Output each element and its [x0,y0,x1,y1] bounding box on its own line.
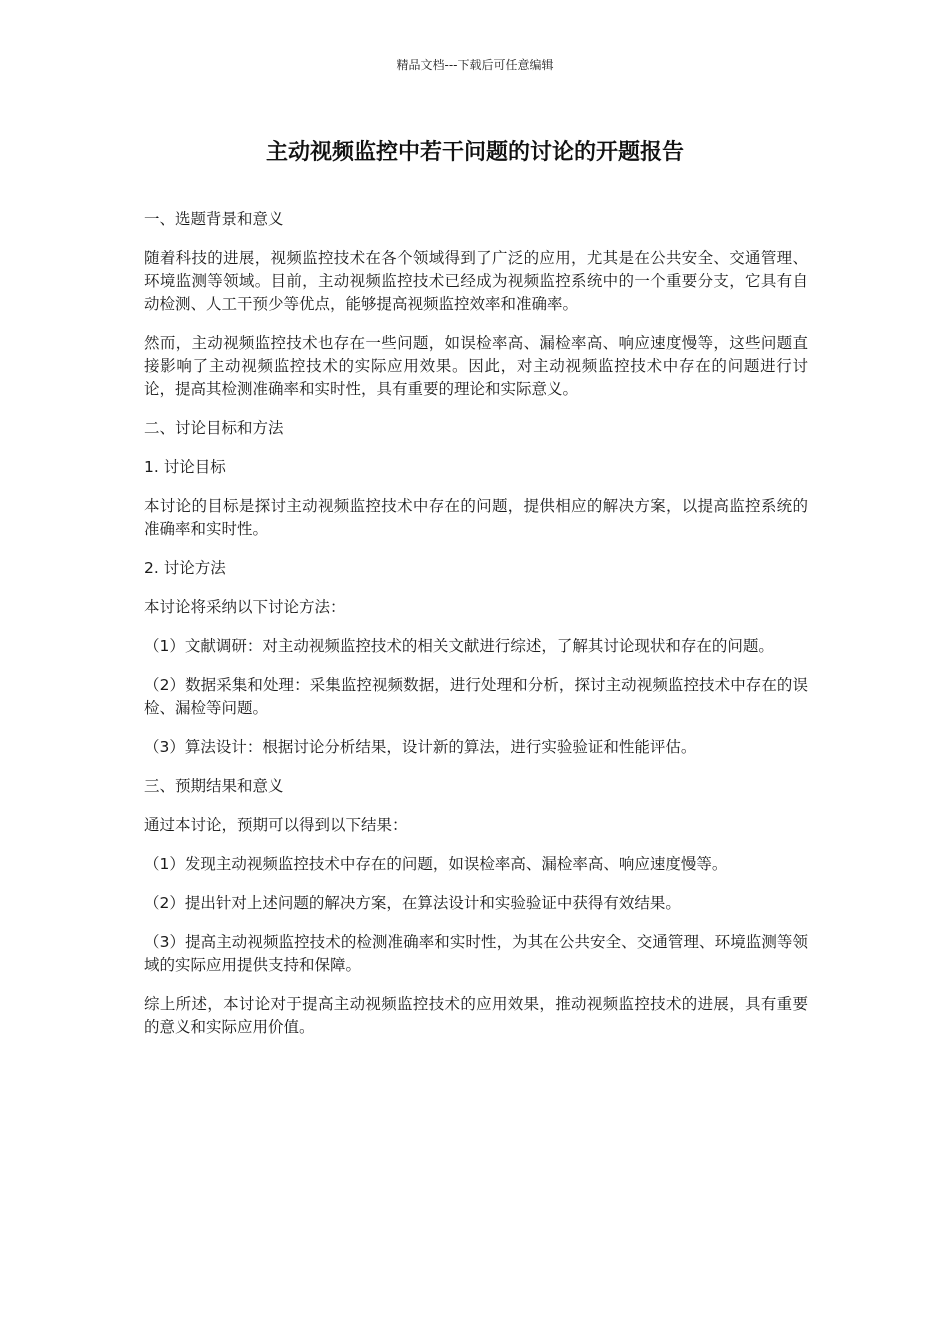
subheading-goals: 1. 讨论目标 [144,458,226,476]
document-body [144,208,808,1055]
list-item-method-3: （3）算法设计：根据讨论分析结果，设计新的算法，进行实验验证和性能评估。 [144,738,697,756]
paragraph-goals: 本讨论的目标是探讨主动视频监控技术中存在的问题，提供相应的解决方案，以提高监控系统的准确率和实时性。 [144,497,808,538]
header-note: 精品文档---下载后可任意编辑 [396,58,554,72]
subheading-methods: 2. 讨论方法 [144,559,226,577]
list-item-result-2: （2）提出针对上述问题的解决方案，在算法设计和实验验证中获得有效结果。 [144,894,681,912]
paragraph-methods-intro: 本讨论将采纳以下讨论方法： [144,598,346,616]
section-heading-background: 一、选题背景和意义 [144,210,284,228]
paragraph-conclusion: 综上所述，本讨论对于提高主动视频监控技术的应用效果，推动视频监控技术的进展，具有重要的意义和实际应用价值。 [144,995,808,1036]
paragraph-results-intro: 通过本讨论，预期可以得到以下结果： [144,816,408,834]
list-item-result-1: （1）发现主动视频监控技术中存在的问题，如误检率高、漏检率高、响应速度慢等。 [144,855,728,873]
paragraph-background-2: 然而，主动视频监控技术也存在一些问题，如误检率高、漏检率高、响应速度慢等，这些问题直接影响了主动视频监控技术的实际应用效果。因此，对主动视频监控技术中存在的问题进行讨论，提高其检测准确率和实时性，具有重要的理论和实际意义。 [144,334,808,398]
list-item-method-2: （2）数据采集和处理：采集监控视频数据，进行处理和分析，探讨主动视频监控技术中存在的误检、漏检等问题。 [144,676,808,717]
list-item-result-3: （3）提高主动视频监控技术的检测准确率和实时性，为其在公共安全、交通管理、环境监测等领域的实际应用提供支持和保障。 [144,933,808,974]
document-title: 主动视频监控中若干问题的讨论的开题报告 [265,140,684,165]
list-item-method-1: （1）文献调研：对主动视频监控技术的相关文献进行综述，了解其讨论现状和存在的问题。 [144,637,774,655]
section-heading-expected-results: 三、预期结果和意义 [144,777,284,795]
section-heading-goals-methods: 二、讨论目标和方法 [144,419,284,437]
paragraph-background-1: 随着科技的进展，视频监控技术在各个领域得到了广泛的应用，尤其是在公共安全、交通管理、环境监测等领域。目前，主动视频监控技术已经成为视频监控系统中的一个重要分支，它具有自动检测、人工干预少等优点，能够提高视频监控效率和准确率。 [144,249,808,313]
